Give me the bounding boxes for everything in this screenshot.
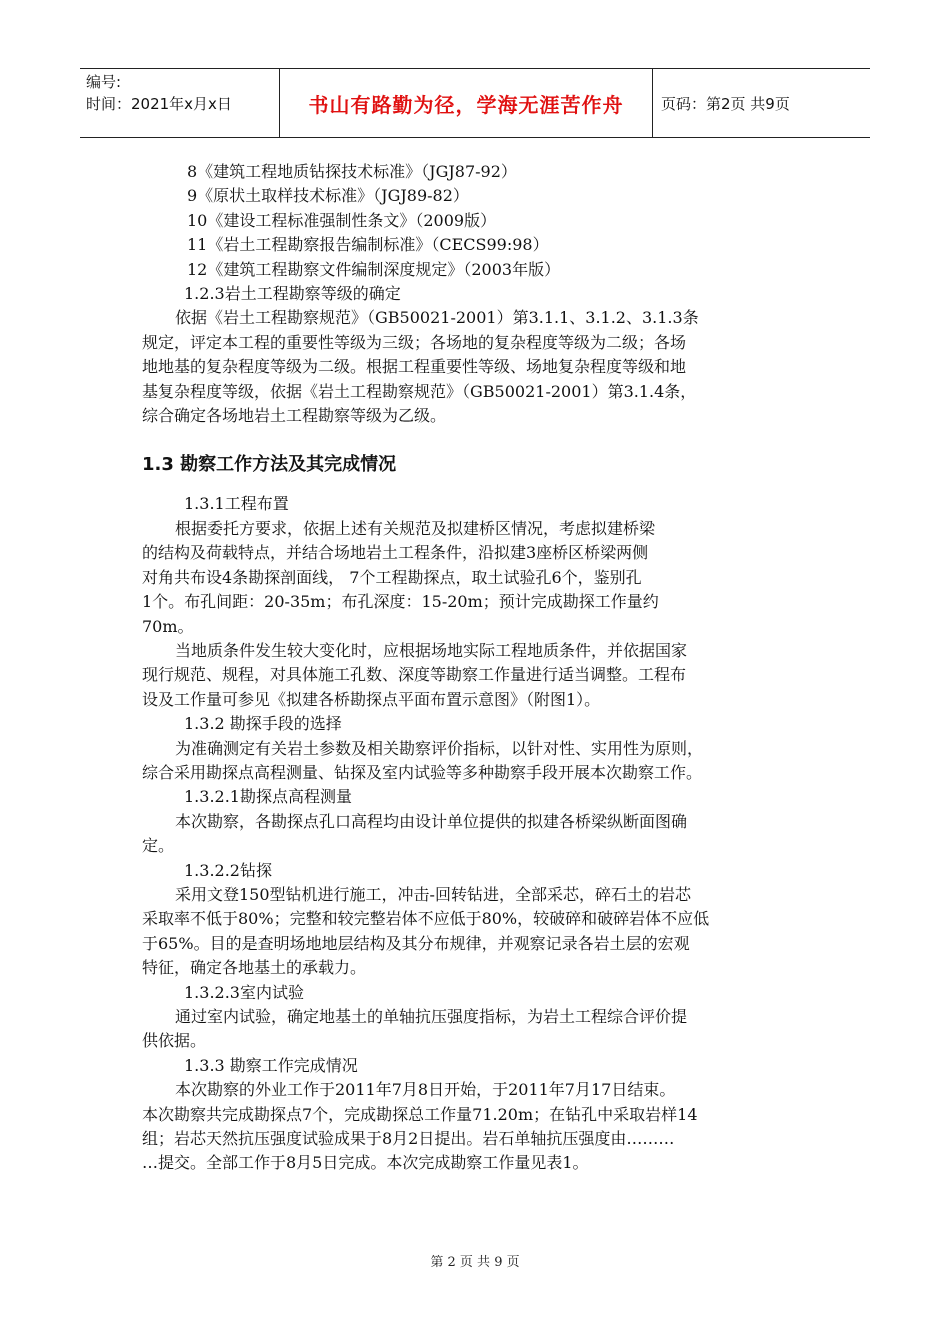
paragraph-line: 70m。 (142, 616, 194, 636)
paragraph-line: 本次勘察，各勘探点孔口高程均由设计单位提供的拟建各桥梁纵断面图确 (175, 811, 688, 831)
header-motto: 书山有路勤为径，学海无涯苦作舟 (280, 69, 653, 137)
paragraph-line: 对角共布设4条勘探剖面线， 7个工程勘探点，取土试验孔6个，鉴别孔 (142, 567, 642, 587)
subsection-title-1-2-3: 1.2.3岩土工程勘察等级的确定 (184, 284, 401, 304)
section-heading-1-3: 1.3 勘察工作方法及其完成情况 (142, 454, 397, 476)
paragraph-line: 供依据。 (142, 1031, 207, 1051)
subsection-title-1-3-2-3: 1.3.2.3室内试验 (184, 982, 304, 1002)
paragraph-line: 综合采用勘探点高程测量、钻探及室内试验等多种勘察手段开展本次勘察工作。 (142, 762, 703, 782)
document-time-label: 时间：2021年x月x日 (86, 95, 232, 113)
reference-item: 9《原状土取样技术标准》（JGJ89-82） (187, 186, 469, 206)
paragraph-line: …提交。全部工作于8月5日完成。本次完成勘察工作量见表1。 (142, 1153, 589, 1173)
paragraph-line: 于65%。目的是查明场地地层结构及其分布规律，并观察记录各岩土层的宏观 (142, 933, 690, 953)
paragraph-line: 根据委托方要求，依据上述有关规范及拟建桥区情况，考虑拟建桥梁 (175, 518, 656, 538)
reference-item: 12《建筑工程勘察文件编制深度规定》（2003年版） (187, 259, 561, 279)
subsection-title-1-3-2-1: 1.3.2.1勘探点高程测量 (184, 787, 352, 807)
subsection-title-1-3-2-2: 1.3.2.2钻探 (184, 860, 272, 880)
paragraph-line: 的结构及荷载特点，并结合场地岩土工程条件，沿拟建3座桥区桥梁两侧 (142, 543, 649, 563)
paragraph-line: 规定，评定本工程的重要性等级为三级；各场地的复杂程度等级为二级；各场 (142, 332, 687, 352)
paragraph-line: 基复杂程度等级，依据《岩土工程勘察规范》（GB50021-2001）第3.1.4条， (142, 381, 697, 401)
page-header (80, 68, 870, 138)
page-footer: 第 2 页 共 9 页 (430, 1255, 520, 1270)
paragraph-line: 现行规范、规程，对具体施工孔数、深度等勘察工作量进行适当调整。工程布 (142, 665, 687, 685)
paragraph-line: 为准确测定有关岩土参数及相关勘察评价指标，以针对性、实用性为原则， (175, 738, 704, 758)
paragraph-line: 定。 (142, 836, 175, 856)
paragraph-line: 本次勘察的外业工作于2011年7月8日开始，于2011年7月17日结束。 (175, 1080, 676, 1100)
document-number-label: 编号: (86, 73, 122, 91)
header-page-label: 页码：第2页 共9页 (661, 94, 790, 113)
subsection-title-1-3-2: 1.3.2 勘探手段的选择 (184, 714, 342, 734)
reference-item: 10《建设工程标准强制性条文》（2009版） (187, 210, 497, 230)
document-body (142, 160, 822, 1176)
reference-item: 8《建筑工程地质钻探技术标准》（JGJ87-92） (187, 162, 517, 181)
paragraph-line: 设及工作量可参见《拟建各桥勘探点平面布置示意图》（附图1）。 (142, 689, 601, 709)
subsection-title-1-3-1: 1.3.1工程布置 (184, 494, 289, 514)
paragraph-line: 特征，确定各地基土的承载力。 (142, 958, 367, 978)
paragraph-line: 组；岩芯天然抗压强度试验成果于8月2日提出。岩石单轴抗压强度由……… (142, 1129, 675, 1149)
paragraph-line: 通过室内试验，确定地基土的单轴抗压强度指标，为岩土工程综合评价提 (175, 1007, 688, 1026)
subsection-title-1-3-3: 1.3.3 勘察工作完成情况 (184, 1055, 358, 1075)
paragraph-line: 本次勘察共完成勘探点7个，完成勘探总工作量71.20m；在钻孔中采取岩样14 (142, 1104, 698, 1124)
paragraph-line: 综合确定各场地岩土工程勘察等级为乙级。 (142, 406, 447, 426)
header-meta (80, 69, 280, 137)
reference-item: 11《岩土工程勘察报告编制标准》（CECS99:98） (187, 235, 549, 255)
paragraph-line: 1个。布孔间距：20-35m；布孔深度：15-20m；预计完成勘探工作量约 (142, 592, 659, 612)
paragraph-line: 当地质条件发生较大变化时，应根据场地实际工程地质条件，并依据国家 (175, 640, 688, 660)
paragraph-line: 采用文登150型钻机进行施工，冲击-回转钻进，全部采芯，碎石土的岩芯 (175, 884, 691, 904)
paragraph-line: 依据《岩土工程勘察规范》（GB50021-2001）第3.1.1、3.1.2、3.1.3条 (175, 308, 699, 328)
paragraph-line: 地地基的复杂程度等级为二级。根据工程重要性等级、场地复杂程度等级和地 (142, 357, 687, 377)
paragraph-line: 采取率不低于80%；完整和较完整岩体不应低于80%，较破碎和破碎岩体不应低 (142, 909, 710, 929)
